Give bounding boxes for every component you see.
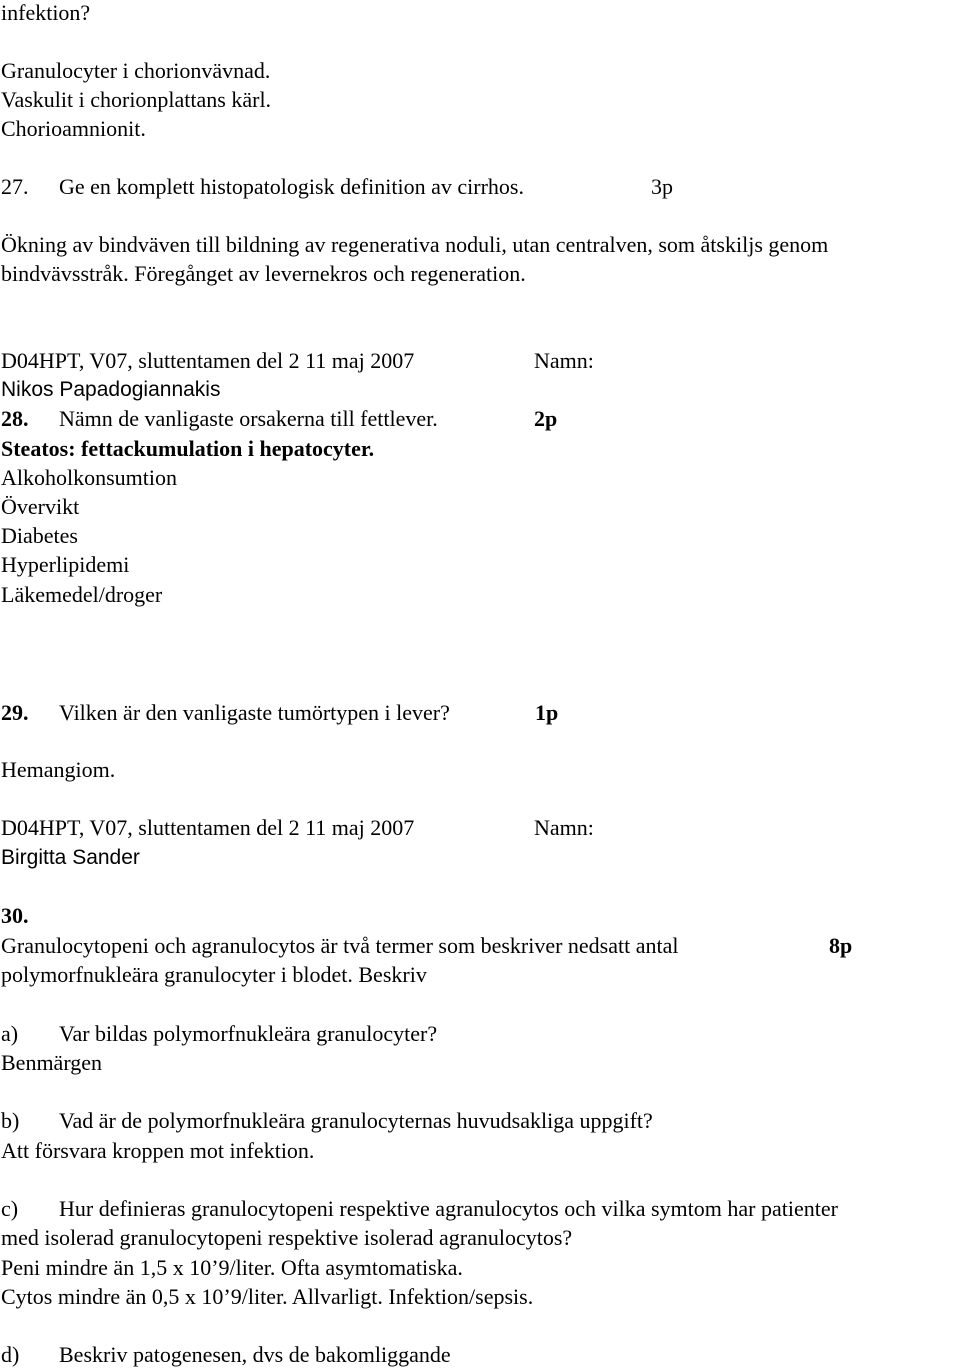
points-label: 1p: [535, 700, 559, 725]
answer-line: Diabetes: [1, 523, 78, 548]
answer-line: Ökning av bindväven till bildning av regenerativa noduli, utan centralven, som åtskiljs genom: [1, 232, 829, 257]
question-29: [1, 700, 959, 726]
name-label: Namn:: [534, 348, 594, 373]
answer-line: Läkemedel/droger: [1, 582, 163, 607]
question-28: [1, 406, 959, 432]
question-27: [1, 174, 959, 200]
subquestion-d: [1, 1342, 451, 1368]
points-label: 3p: [651, 174, 673, 199]
subquestion-text: Vad är de polymorfnukleära granulocyternas huvudsakliga uppgift?: [59, 1108, 653, 1133]
answer-line: bindvävsstråk. Föregånget av levernekros och regeneration.: [1, 261, 526, 286]
answer-line: Steatos: fettackumulation i hepatocyter.: [1, 436, 375, 461]
question-text: Ge en komplett histopatologisk definition av cirrhos.: [59, 174, 524, 199]
answer-line: infektion?: [1, 0, 91, 25]
subquestion-a: [1, 1021, 437, 1047]
points-label: 2p: [534, 406, 558, 431]
answer-line: polymorfnukleära granulocyter i blodet. Beskriv: [1, 962, 427, 987]
exam-title: D04HPT, V07, sluttentamen del 2 11 maj 2007: [1, 815, 415, 840]
exam-header: [1, 815, 959, 841]
answer-line: Peni mindre än 1,5 x 10’9/liter. Ofta asymtomatiska.: [1, 1255, 463, 1280]
answer-line: Granulocyter i chorionvävnad.: [1, 58, 271, 83]
answer-line: Benmärgen: [1, 1050, 103, 1075]
subquestion-c: [1, 1196, 838, 1222]
answer-line: Cytos mindre än 0,5 x 10’9/liter. Allvarligt. Infektion/sepsis.: [1, 1284, 534, 1309]
subquestion-text: Beskriv patogenesen, dvs de bakomliggande: [59, 1342, 451, 1367]
question-30: [1, 933, 959, 959]
question-number: 27.: [1, 174, 29, 199]
exam-header: [1, 348, 959, 374]
answer-line: Alkoholkonsumtion: [1, 465, 178, 490]
subquestion-text: Var bildas polymorfnukleära granulocyter?: [59, 1021, 438, 1046]
answer-line: med isolerad granulocytopeni respektive isolerad agranulocytos?: [1, 1225, 573, 1250]
question-text: Nämn de vanligaste orsakerna till fettlever.: [59, 406, 438, 431]
question-text: Granulocytopeni och agranulocytos är två termer som beskriver nedsatt antal: [1, 933, 679, 958]
question-number: 29.: [1, 700, 29, 725]
author-name: Nikos Papadogiannakis: [1, 378, 221, 401]
question-number: 28.: [1, 406, 29, 431]
answer-line: Hyperlipidemi: [1, 552, 130, 577]
subquestion-label: a): [1, 1021, 19, 1046]
points-label: 8p: [829, 933, 853, 958]
subquestion-label: c): [1, 1196, 19, 1221]
answer-line: Hemangiom.: [1, 757, 116, 782]
question-text: Vilken är den vanligaste tumörtypen i lever?: [59, 700, 450, 725]
answer-line: Vaskulit i chorionplattans kärl.: [1, 87, 272, 112]
subquestion-b: [1, 1108, 653, 1134]
question-number-30: 30.: [1, 903, 29, 928]
answer-line: Att försvara kroppen mot infektion.: [1, 1138, 315, 1163]
name-label: Namn:: [534, 815, 594, 840]
exam-title: D04HPT, V07, sluttentamen del 2 11 maj 2007: [1, 348, 415, 373]
subquestion-label: b): [1, 1108, 20, 1133]
subquestion-label: d): [1, 1342, 20, 1367]
author-name: Birgitta Sander: [1, 846, 140, 869]
answer-line: Chorioamnionit.: [1, 116, 146, 141]
answer-line: Övervikt: [1, 494, 80, 519]
subquestion-text: Hur definieras granulocytopeni respektive agranulocytos och vilka symtom har patienter: [59, 1196, 838, 1221]
